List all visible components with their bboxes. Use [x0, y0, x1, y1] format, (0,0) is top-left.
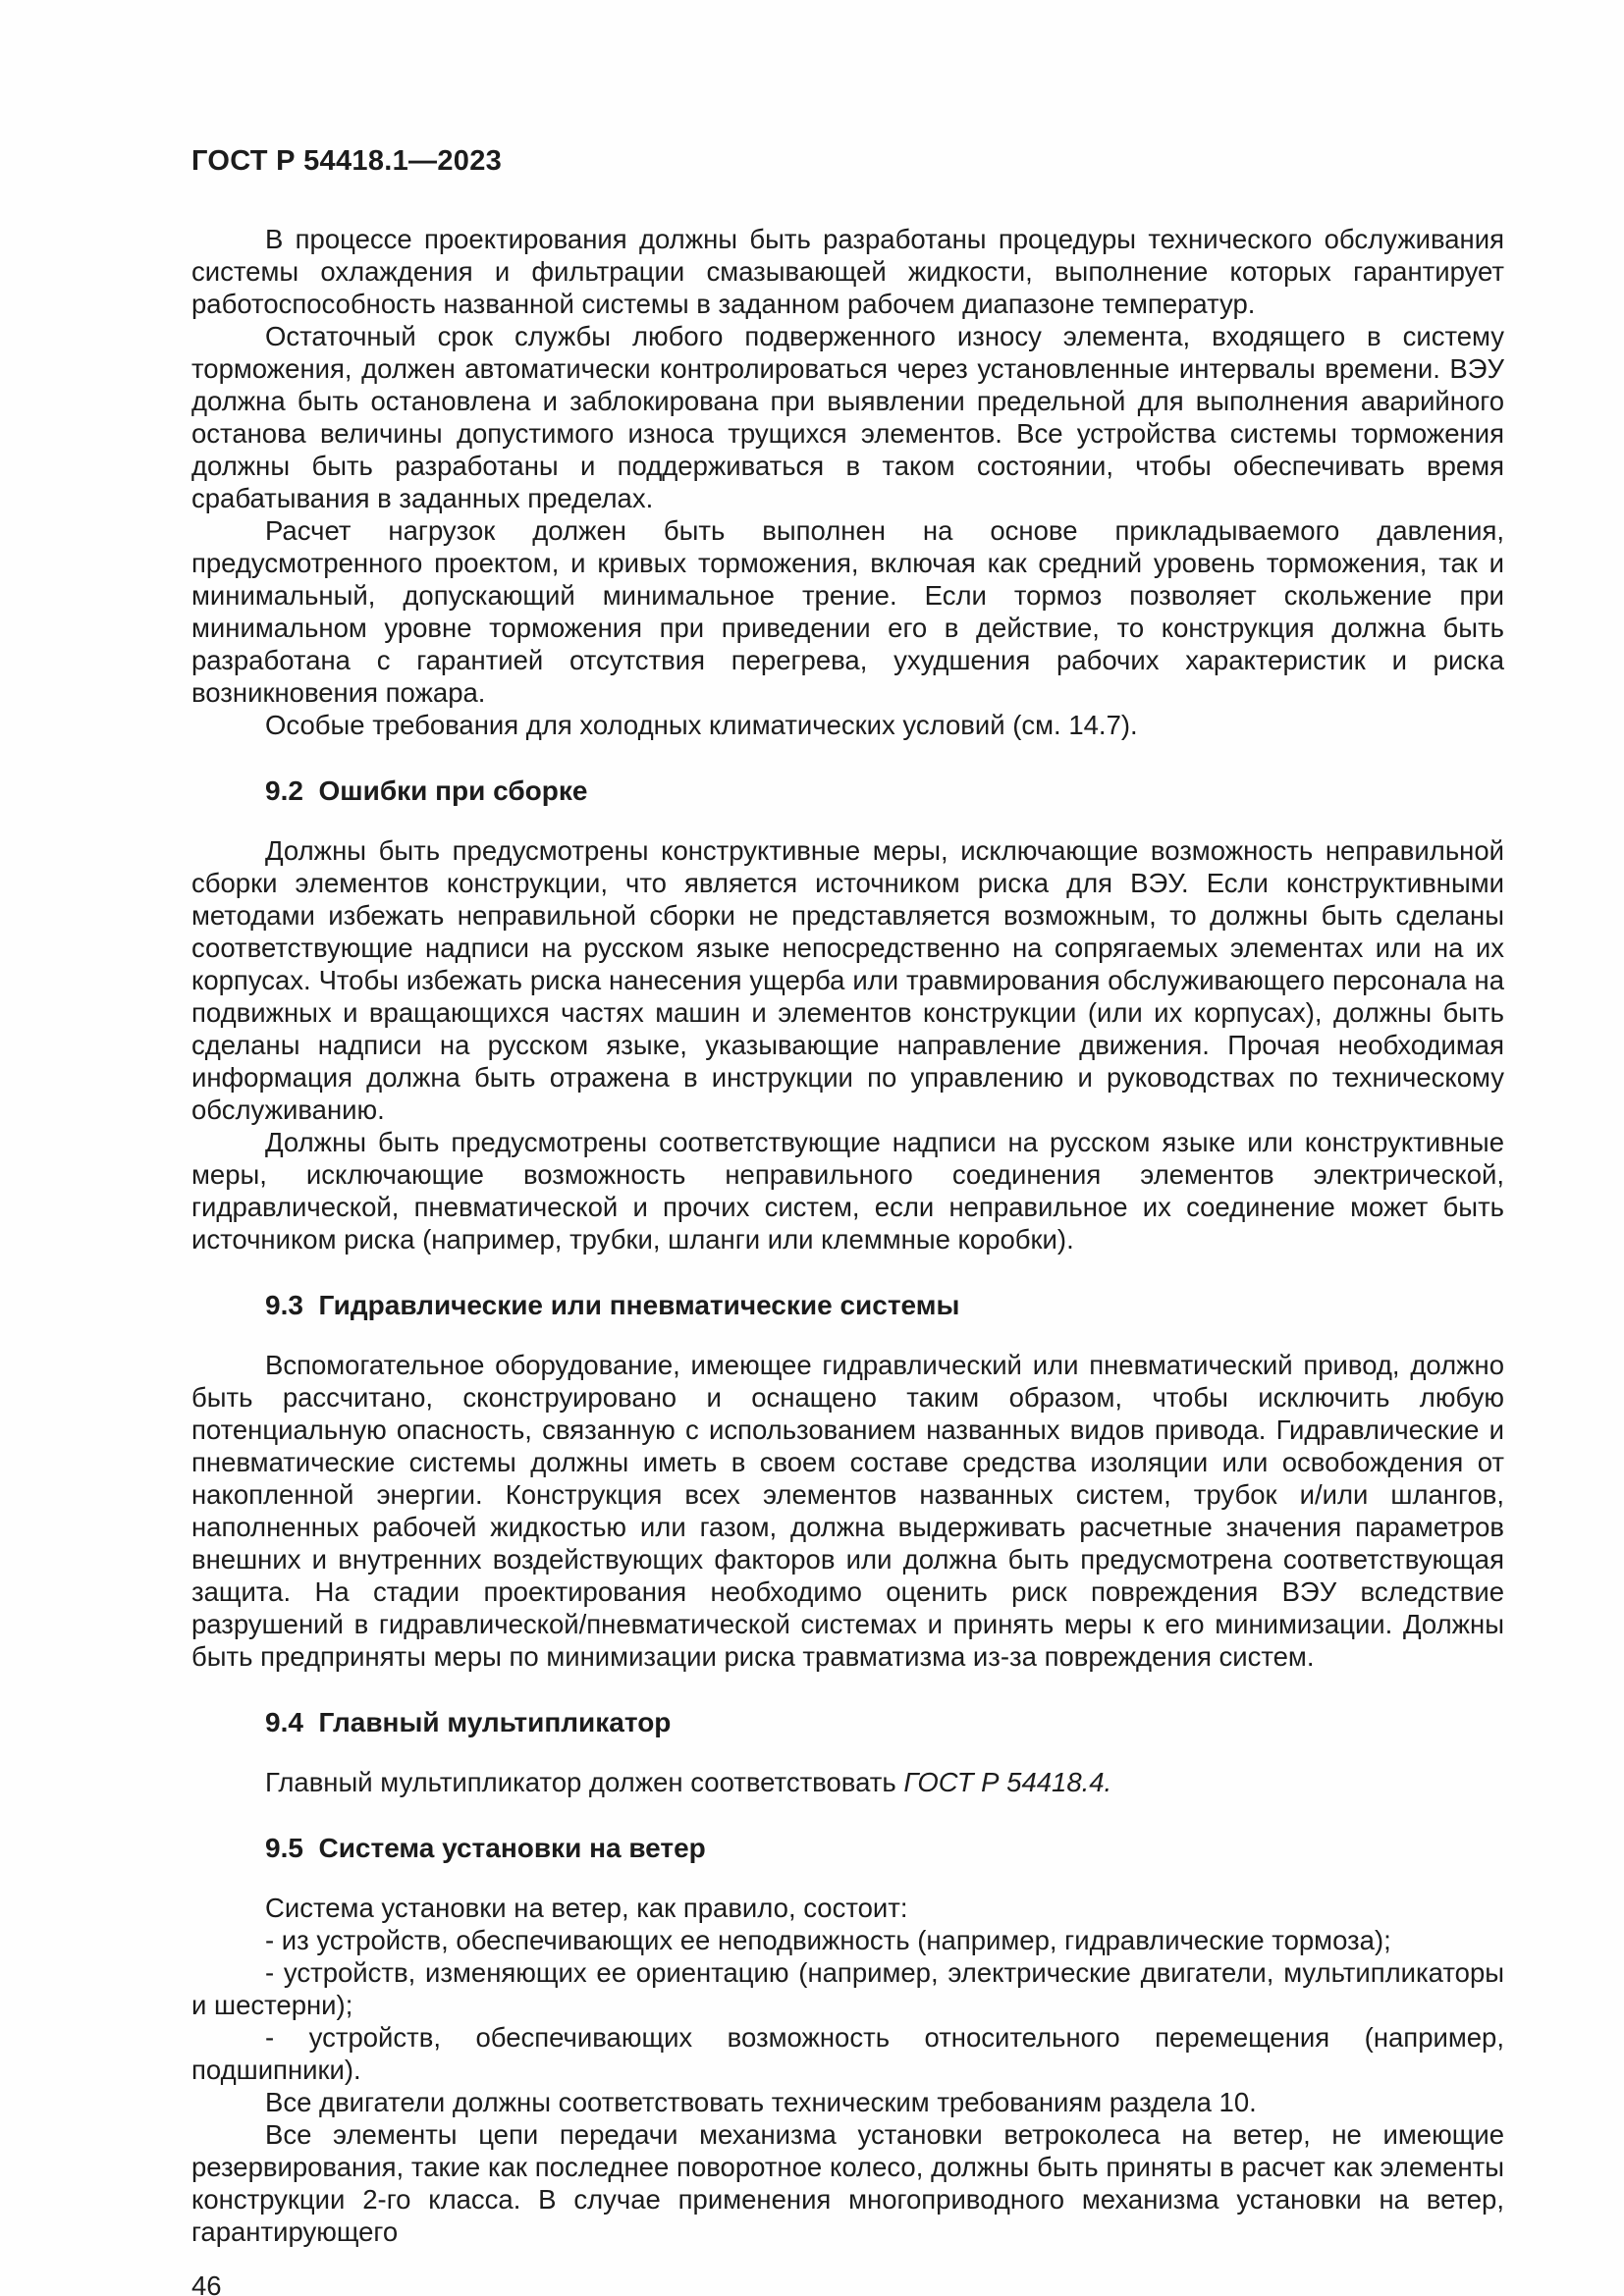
- section-heading-text: 9.3 Гидравлические или пневматические системы: [265, 1290, 960, 1320]
- paragraph: [191, 320, 1504, 514]
- paragraph-text: Все двигатели должны соответствовать техническим требованиям раздела 10.: [265, 2087, 1257, 2117]
- paragraph-text: - устройств, изменяющих ее ориентацию (например, электрические двигатели, мультипликаторы и шестерни);: [191, 1957, 1504, 2020]
- paragraph-text: Расчет нагрузок должен быть выполнен на основе прикладываемого давления, предусмотренного проектом, и кривых торможения, включая как средний уровень торможения, так и минимальный, допускающий минимальное трение. Если тормоз позволяет скольжение при минимальном уровне торможения при приведении его в действие, то конструкция должна быть разработана с гарантией отсутствия перегрева, ухудшения рабочих характеристик и риска возникновения пожара.: [191, 515, 1504, 708]
- paragraph: [191, 1956, 1504, 2021]
- paragraph-text: - устройств, обеспечивающих возможность относительного перемещения (например, подшипники).: [191, 2022, 1504, 2085]
- paragraph: [191, 514, 1504, 709]
- running-header: ГОСТ Р 54418.1—2023: [191, 145, 503, 177]
- paragraph: [191, 1126, 1504, 1255]
- page-number: 46: [191, 2270, 222, 2296]
- section-heading: [191, 774, 1504, 807]
- paragraph-text: Особые требования для холодных климатических условий (см. 14.7).: [265, 710, 1138, 740]
- section-heading: [191, 1832, 1504, 1864]
- paragraph: [191, 223, 1504, 320]
- paragraph: [191, 1892, 1504, 1924]
- paragraph-text: Главный мультипликатор должен соответствовать: [265, 1767, 904, 1797]
- paragraph: [191, 1349, 1504, 1673]
- paragraph: [191, 709, 1504, 741]
- reference-text: ГОСТ Р 54418.4.: [903, 1767, 1112, 1797]
- paragraph: [191, 2086, 1504, 2118]
- paragraph-text: - из устройств, обеспечивающих ее неподвижность (например, гидравлические тормоза);: [265, 1925, 1391, 1955]
- paragraph-text: Должны быть предусмотрены соответствующие надписи на русском языке или конструктивные меры, исключающие возможность неправильного соединения элементов электрической, гидравлической, пневматической и прочих систем, если неправильное их соединение может быть источником риска (например, трубки, шланги или клеммные коробки).: [191, 1127, 1504, 1255]
- section-heading-text: 9.4 Главный мультипликатор: [265, 1707, 672, 1737]
- paragraph: [191, 2118, 1504, 2248]
- section-heading: [191, 1289, 1504, 1321]
- paragraph-text: Остаточный срок службы любого подверженного износу элемента, входящего в систему торможения, должен автоматически контролироваться через установленные интервалы времени. ВЭУ должна быть остановлена и заблокирована при выявлении предельной для выполнения аварийного останова величины допустимого износа трущихся элементов. Все устройства системы торможения должны быть разработаны и поддерживаться в таком состоянии, чтобы обеспечивать время срабатывания в заданных пределах.: [191, 321, 1504, 513]
- paragraph-text: Должны быть предусмотрены конструктивные меры, исключающие возможность неправильной сборки элементов конструкции, что является источником риска для ВЭУ. Если конструктивными методами избежать неправильной сборки не представляется возможным, то должны быть сделаны соответствующие надписи на русском языке непосредственно на сопрягаемых элементах или на их корпусах. Чтобы избежать риска нанесения ущерба или травмирования обслуживающего персонала на подвижных и вращающихся частях машин и элементов конструкции (или их корпусах), должны быть сделаны надписи на русском языке, указывающие направление движения. Прочая необходимая информация должна быть отражена в инструкции по управлению и руководствах по техническому обслуживанию.: [191, 835, 1504, 1125]
- paragraph-text: В процессе проектирования должны быть разработаны процедуры технического обслуживания системы охлаждения и фильтрации смазывающей жидкости, выполнение которых гарантирует работоспособность названной системы в заданном рабочем диапазоне температур.: [191, 224, 1504, 319]
- paragraph-text: Система установки на ветер, как правило, состоит:: [265, 1893, 908, 1923]
- content-area: [191, 223, 1504, 2248]
- paragraph: [191, 1766, 1504, 1798]
- section-heading-text: 9.5 Система установки на ветер: [265, 1833, 706, 1863]
- paragraph: [191, 2021, 1504, 2086]
- paragraph: [191, 1924, 1504, 1956]
- paragraph: [191, 834, 1504, 1126]
- section-heading: [191, 1706, 1504, 1738]
- section-heading-text: 9.2 Ошибки при сборке: [265, 775, 588, 806]
- paragraph-text: Вспомогательное оборудование, имеющее гидравлический или пневматический привод, должно быть рассчитано, сконструировано и оснащено таким образом, чтобы исключить любую потенциальную опасность, связанную с использованием названных видов привода. Гидравлические и пневматические системы должны иметь в своем составе средства изоляции или освобождения от накопленной энергии. Конструкция всех элементов названных систем, трубок и/или шлангов, наполненных рабочей жидкостью или газом, должна выдерживать расчетные значения параметров внешних и внутренних воздействующих факторов или должна быть предусмотрена соответствующая защита. На стадии проектирования необходимо оценить риск повреждения ВЭУ вследствие разрушений в гидравлической/пневматической системах и принять меры к его минимизации. Должны быть предприняты меры по минимизации риска травматизма из-за повреждения систем.: [191, 1350, 1504, 1672]
- paragraph-text: Все элементы цепи передачи механизма установки ветроколеса на ветер, не имеющие резервирования, такие как последнее поворотное колесо, должны быть приняты в расчет как элементы конструкции 2-го класса. В случае применения многоприводного механизма установки на ветер, гарантирующего: [191, 2119, 1504, 2247]
